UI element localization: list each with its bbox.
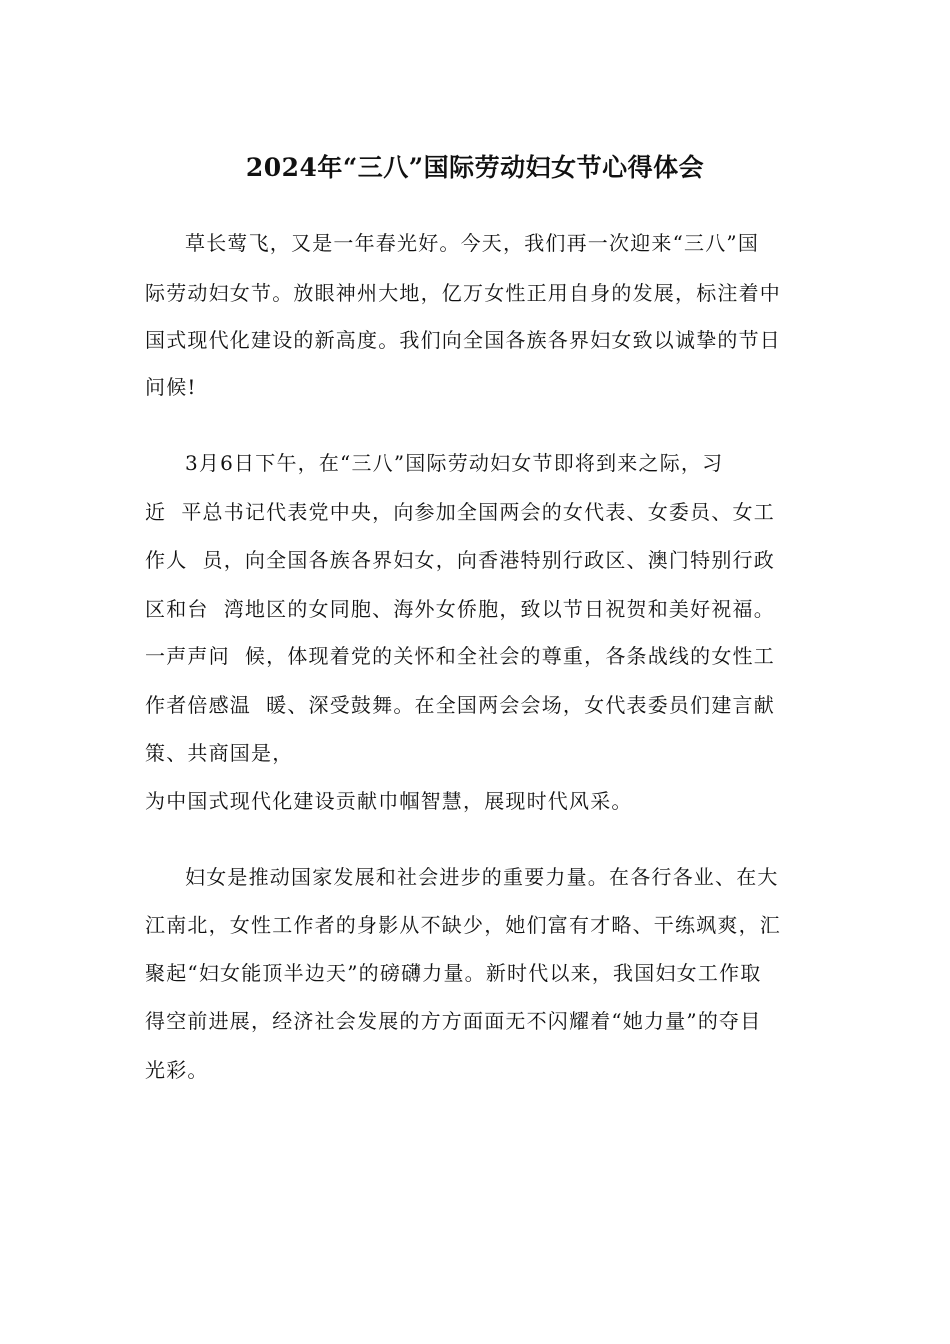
paragraph-1-line-1: 草长莺飞，又是一年春光好。今天，我们再一次迎来“三八”国 <box>185 231 760 255</box>
paragraph-2-line-7: 策、共商国是， <box>145 741 294 765</box>
paragraph-2-line-8: 为中国式现代化建设贡献巾帼智慧，展现时代风采。 <box>145 789 633 813</box>
document-title: 2024年“三八”国际劳动妇女节心得体会 <box>245 153 705 182</box>
paragraph-1-line-4: 问候! <box>145 375 197 399</box>
paragraph-1-line-2: 际劳动妇女节。放眼神州大地，亿万女性正用自身的发展，标注着中 <box>145 281 781 305</box>
paragraph-3-line-1: 妇女是推动国家发展和社会进步的重要力量。在各行各业、在大 <box>185 865 779 889</box>
paragraph-1-line-3: 国式现代化建设的新高度。我们向全国各族各界妇女致以诚挚的节日 <box>145 328 781 352</box>
paragraph-2-line-3: 作人 员，向全国各族各界妇女，向香港特别行政区、澳门特别行政 <box>145 548 775 572</box>
paragraph-3-line-4: 得空前进展，经济社会发展的方方面面无不闪耀着“她力量”的夺目 <box>145 1009 762 1033</box>
paragraph-3-line-3: 聚起“妇女能顶半边天”的磅礴力量。新时代以来，我国妇女工作取 <box>145 961 762 985</box>
paragraph-2-line-6: 作者倍感温 暖、深受鼓舞。在全国两会会场，女代表委员们建言献 <box>145 693 775 717</box>
paragraph-2-line-4: 区和台 湾地区的女同胞、海外女侨胞，致以节日祝贺和美好祝福。 <box>145 597 775 621</box>
paragraph-3-line-2: 江南北，女性工作者的身影从不缺少，她们富有才略、干练飒爽，汇 <box>145 913 781 937</box>
paragraph-2-line-2: 近 平总书记代表党中央，向参加全国两会的女代表、女委员、女工 <box>145 500 775 524</box>
paragraph-3-line-5: 光彩。 <box>145 1058 209 1082</box>
paragraph-2-line-5: 一声声问 候，体现着党的关怀和全社会的尊重，各条战线的女性工 <box>145 644 775 668</box>
paragraph-2-line-1: 3月6日下午，在“三八”国际劳动妇女节即将到来之际，习 <box>185 451 724 475</box>
